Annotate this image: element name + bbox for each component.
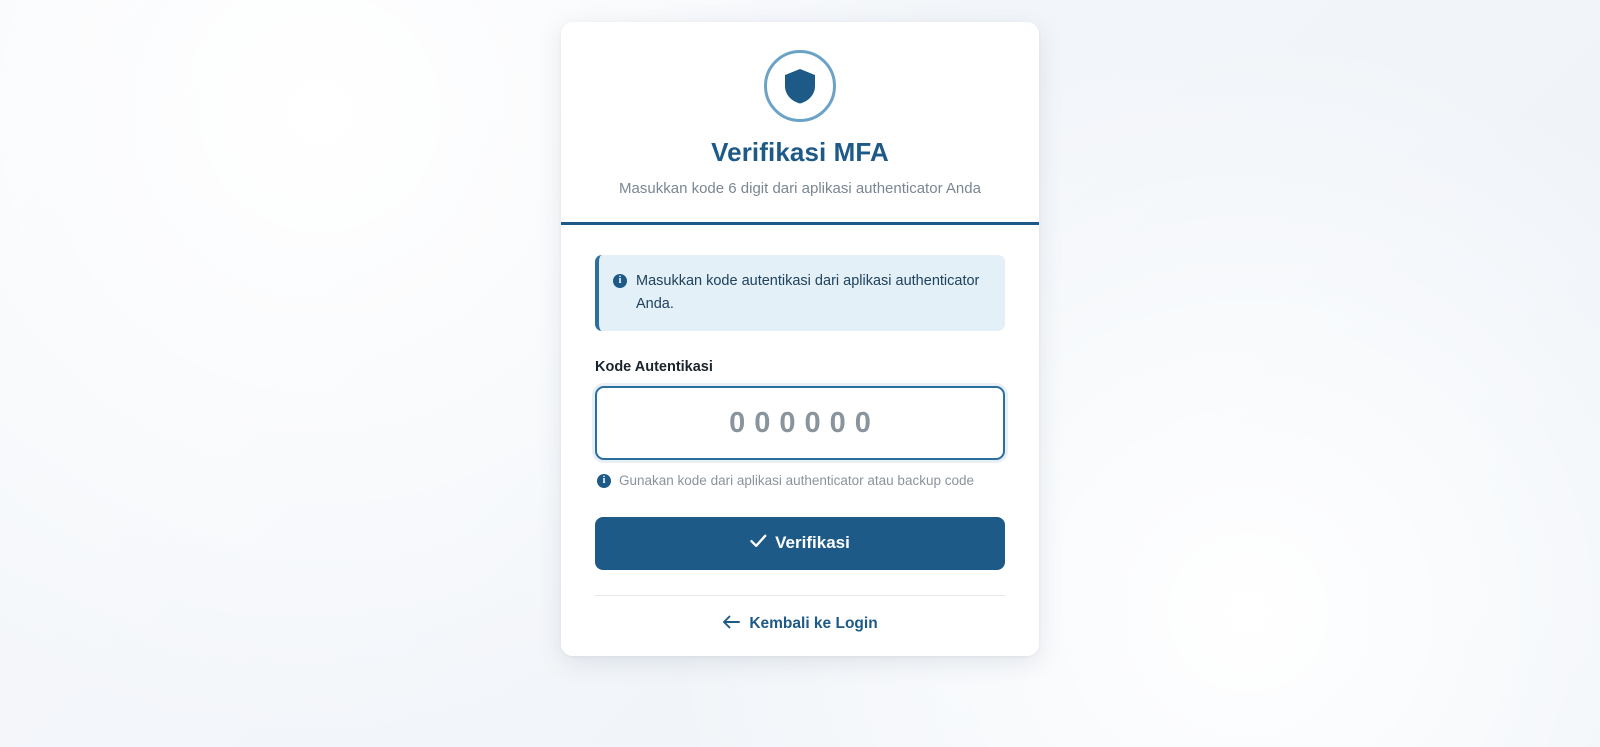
page-title: Verifikasi MFA bbox=[711, 137, 889, 167]
back-to-login-link[interactable] bbox=[595, 596, 1005, 656]
info-icon: i bbox=[613, 274, 627, 288]
info-alert-text: Masukkan kode autentikasi dari aplikasi authenticator Anda. bbox=[636, 272, 980, 312]
check-icon bbox=[750, 533, 767, 553]
code-help-text: Gunakan kode dari aplikasi authenticator atau backup code bbox=[619, 473, 974, 489]
info-icon: i bbox=[597, 474, 611, 488]
info-alert bbox=[595, 255, 1005, 331]
card-header bbox=[561, 22, 1039, 225]
arrow-left-icon bbox=[722, 615, 740, 634]
verify-button[interactable] bbox=[595, 517, 1005, 570]
code-field-label: Kode Autentikasi bbox=[595, 359, 713, 376]
verify-button-label: Verifikasi bbox=[775, 533, 850, 553]
mfa-card bbox=[561, 22, 1039, 656]
shield-icon bbox=[764, 50, 836, 122]
authentication-code-input[interactable] bbox=[595, 386, 1005, 460]
page-subtitle: Masukkan kode 6 digit dari aplikasi authenticator Anda bbox=[619, 179, 981, 197]
back-to-login-label: Kembali ke Login bbox=[749, 615, 878, 633]
code-help-row bbox=[597, 471, 1003, 492]
card-body bbox=[561, 225, 1039, 656]
